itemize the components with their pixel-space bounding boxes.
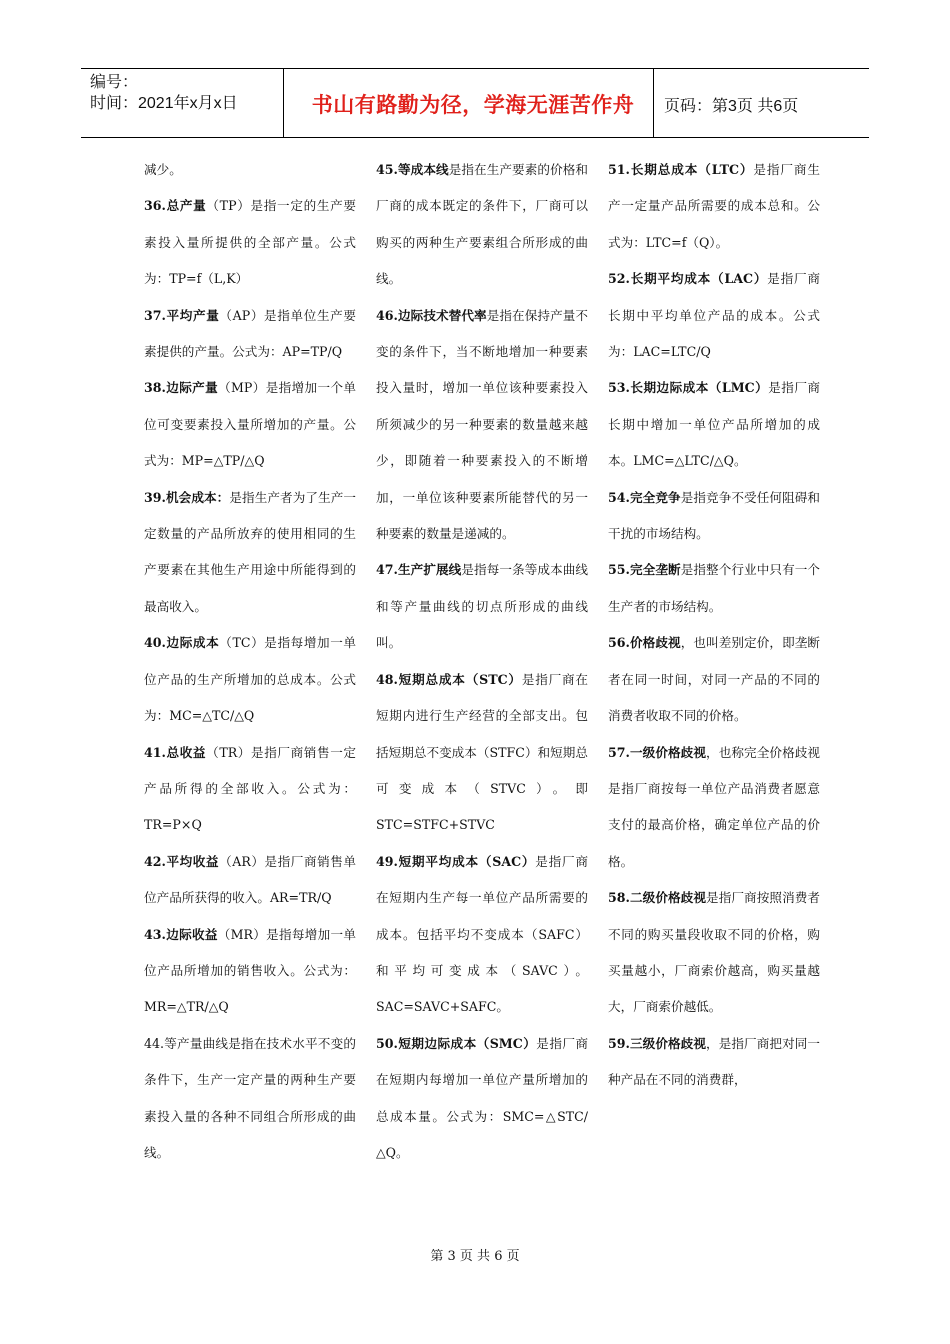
glossary-term: 42.平均收益 <box>144 853 220 869</box>
glossary-term: 43.边际收益 <box>144 926 218 942</box>
glossary-definition: ，也叫差别定价，即垄断者在同一时间，对同一产品的不同的消费者收取不同的价格。 <box>608 635 820 724</box>
glossary-entry <box>144 1026 356 1172</box>
glossary-entry <box>608 1026 820 1099</box>
glossary-entry <box>144 480 356 626</box>
document-code-label: 编号： <box>90 74 139 91</box>
header-divider-right <box>653 69 654 137</box>
glossary-term: 40.边际成本 <box>144 635 220 651</box>
glossary-term: 46.边际技术替代率 <box>376 307 487 323</box>
glossary-entry <box>608 261 820 370</box>
page-header <box>81 68 869 138</box>
glossary-definition: （TC）是指每增加一单位产品的生产所增加的总成本。公式为：MC=△TC/△Q <box>144 635 356 724</box>
glossary-entry <box>608 552 820 625</box>
glossary-definition: 减少。 <box>144 162 182 177</box>
glossary-entry <box>144 188 356 297</box>
glossary-term: 54.完全竞争 <box>608 489 681 505</box>
glossary-definition: 是指厂商在短期内每增加一单位产量所增加的总成本量。公式为：SMC=△STC/△Q。 <box>376 1035 589 1160</box>
glossary-term: 38.边际产量 <box>144 380 219 396</box>
glossary-definition: 是指每一条等成本曲线和等产量曲线的切点所形成的曲线叫。 <box>376 562 588 651</box>
header-page-number: 页码：第3页 共6页 <box>664 98 799 115</box>
glossary-term: 36.总产量 <box>144 198 207 214</box>
glossary-entry <box>608 480 820 553</box>
glossary-term: 47.生产扩展线 <box>376 562 462 578</box>
glossary-entry <box>376 1026 588 1172</box>
glossary-definition: 是指厂商长期中平均单位产品的成本。公式为：LAC=LTC/Q <box>608 271 821 360</box>
header-meta <box>90 72 238 114</box>
glossary-definition: 是指生产者为了生产一定数量的产品所放弃的使用相同的生产要素在其他生产用途中所能得到的最高收入。 <box>144 489 356 614</box>
glossary-entry <box>376 662 588 844</box>
glossary-entry <box>144 844 356 917</box>
glossary-entry <box>608 370 820 479</box>
glossary-term: 58.二级价格歧视 <box>608 890 707 906</box>
glossary-definition: ，也称完全价格歧视是指厂商按每一单位产品消费者愿意支付的最高价格，确定单位产品的价格。 <box>608 744 820 869</box>
glossary-definition: （MP）是指增加一个单位可变要素投入量所增加的产量。公式为：MP=△TP/△Q <box>144 380 356 469</box>
glossary-definition: 是指厂商生产一定量产品所需要的成本总和。公式为：LTC=f（Q）。 <box>608 162 821 250</box>
glossary-entry <box>608 880 820 1026</box>
glossary-entry <box>608 625 820 734</box>
glossary-definition: 是指竞争不受任何阻碍和干扰的市场结构。 <box>608 489 820 542</box>
text-column-3 <box>608 152 820 1099</box>
glossary-term: 55.完全垄断 <box>608 562 681 578</box>
glossary-definition: （MR）是指每增加一单位产品所增加的销售收入。公式为：MR=△TR/△Q <box>144 926 356 1015</box>
glossary-term: 49.短期平均成本（SAC） <box>376 853 536 869</box>
glossary-definition: 是指厂商在短期内进行生产经营的全部支出。包括短期总不变成本（STFC）和短期总可变成本（STVC）。即STC=STFC+STVC <box>376 671 589 833</box>
glossary-definition: 是指厂商按照消费者不同的购买量段收取不同的价格，购买量越小，厂商索价越高，购买量越大，厂商索价越低。 <box>608 890 820 1015</box>
glossary-term: 59.三级价格歧视 <box>608 1035 707 1051</box>
glossary-definition: （TR）是指厂商销售一定产品所得的全部收入。公式为：TR=P×Q <box>144 744 356 833</box>
document-date: 时间：2021年x月x日 <box>90 95 238 112</box>
glossary-definition: ，是指厂商把对同一种产品在不同的消费群， <box>608 1035 820 1088</box>
glossary-entry <box>144 370 356 479</box>
glossary-term: 37.平均产量 <box>144 307 220 323</box>
glossary-term: 50.短期边际成本（SMC） <box>376 1035 537 1051</box>
glossary-entry <box>144 152 356 188</box>
glossary-term: 41.总收益 <box>144 744 207 760</box>
glossary-definition: 是指厂商长期中增加一单位产品所增加的成本。LMC=△LTC/△Q。 <box>608 380 820 469</box>
glossary-definition: 是指整个行业中只有一个生产者的市场结构。 <box>608 562 820 614</box>
glossary-term: 48.短期总成本（STC） <box>376 671 522 687</box>
text-column-2 <box>376 152 588 1171</box>
glossary-term: 53.长期边际成本（LMC） <box>608 380 769 396</box>
glossary-entry <box>376 552 588 661</box>
glossary-entry <box>376 298 588 553</box>
page-footer: 第 3 页 共 6 页 <box>430 1249 520 1264</box>
glossary-entry <box>376 844 588 1026</box>
glossary-entry <box>144 735 356 844</box>
glossary-term: 57.一级价格歧视 <box>608 744 707 760</box>
glossary-entry <box>144 917 356 1026</box>
header-motto: 书山有路勤为径，学海无涯苦作舟 <box>311 93 635 117</box>
text-column-1 <box>144 152 356 1171</box>
glossary-definition: 44.等产量曲线是指在技术水平不变的条件下，生产一定产量的两种生产要素投入量的各种不同组合所形成的曲线。 <box>144 1035 356 1160</box>
glossary-term: 39.机会成本： <box>144 489 230 505</box>
glossary-term: 45.等成本线 <box>376 162 449 177</box>
glossary-term: 56.价格歧视 <box>608 635 681 651</box>
glossary-definition: （AR）是指厂商销售单位产品所获得的收入。AR=TR/Q <box>144 853 357 906</box>
glossary-definition: 是指厂商在短期内生产每一单位产品所需要的成本。包括平均不变成本（SAFC）和平均可变成本（SAVC）。SAC=SAVC+SAFC。 <box>376 853 588 1015</box>
glossary-entry <box>144 298 356 371</box>
glossary-definition: （AP）是指单位生产要素提供的产量。公式为：AP=TP/Q <box>144 307 356 360</box>
glossary-definition: 是指在生产要素的价格和厂商的成本既定的条件下，厂商可以购买的两种生产要素组合所形成的曲线。 <box>376 162 588 287</box>
glossary-definition: （TP）是指一定的生产要素投入量所提供的全部产量。公式为：TP=f（L,K） <box>144 198 356 287</box>
glossary-term: 52.长期平均成本（LAC） <box>608 271 768 287</box>
glossary-entry <box>608 152 820 261</box>
glossary-entry <box>608 735 820 881</box>
glossary-entry <box>144 625 356 734</box>
glossary-term: 51.长期总成本（LTC） <box>608 162 754 177</box>
glossary-definition: 是指在保持产量不变的条件下，当不断地增加一种要素投入量时，增加一单位该种要素投入所须减少的另一种要素的数量越来越少，即随着一种要素投入的不断增加，一单位该种要素所能替代的另一种要素的数量是递减的。 <box>376 307 588 542</box>
glossary-entry <box>376 152 588 298</box>
